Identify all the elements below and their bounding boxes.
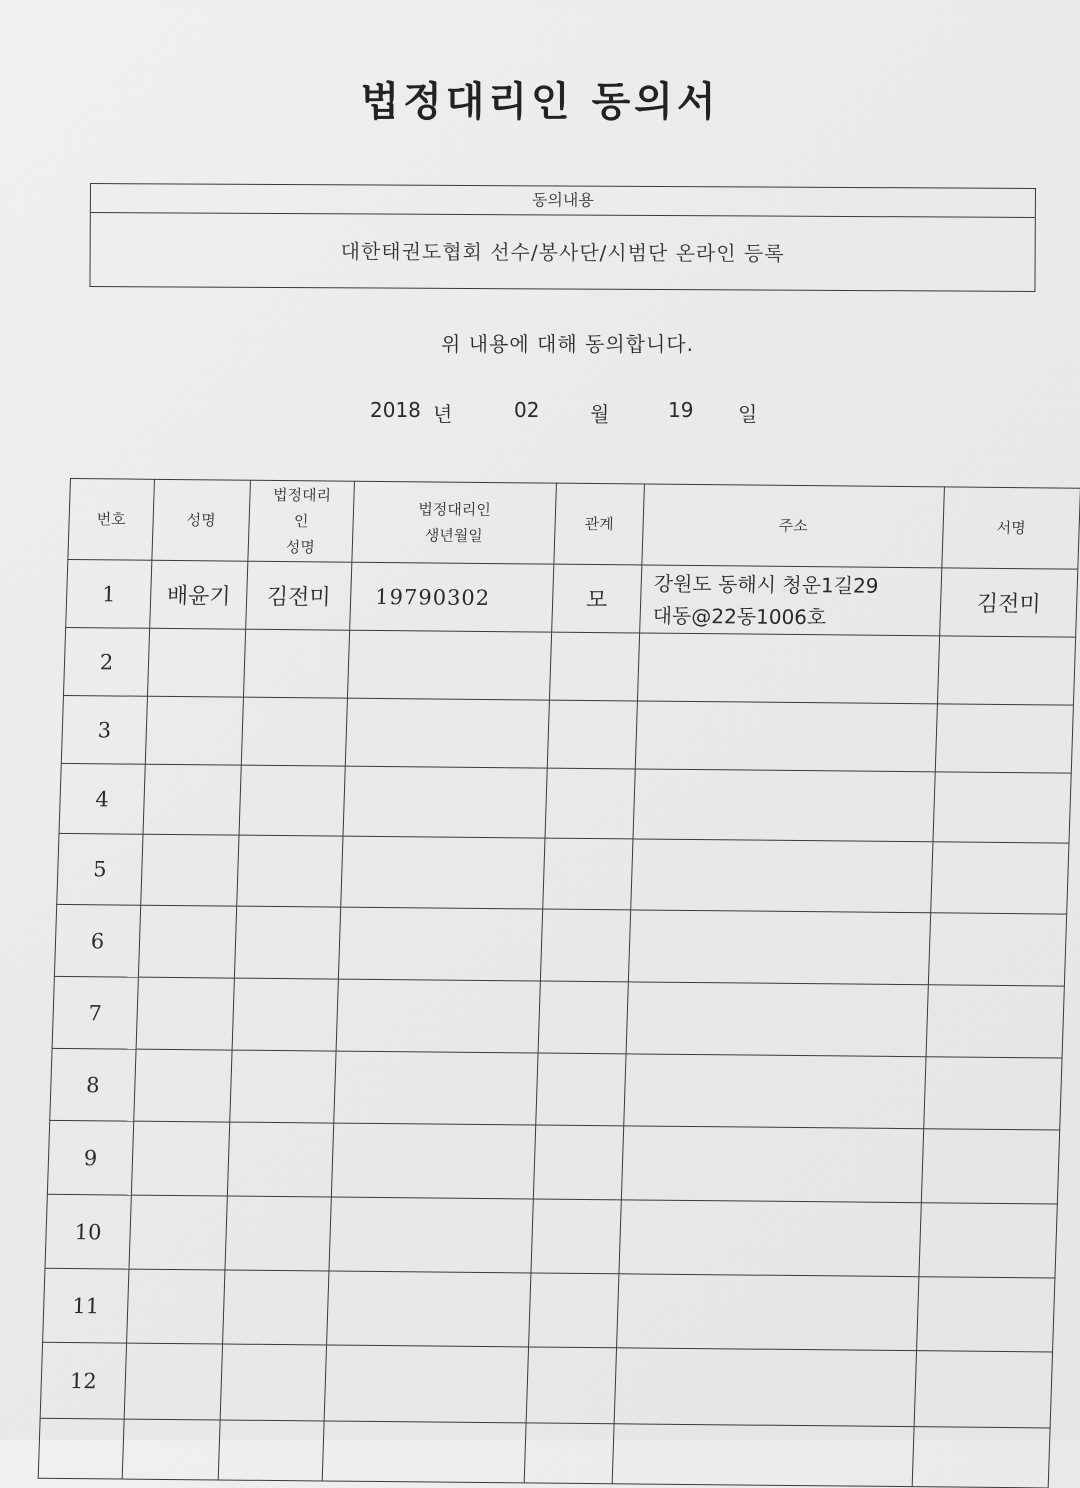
agree-statement: 위 내용에 대해 동의합니다. [441,332,694,356]
row-relation [543,838,633,910]
row-name [147,628,245,697]
row-guardian-birth [345,698,549,768]
header-address: 주소 [642,484,945,568]
table-row [57,833,1069,914]
row-guardian-name [232,978,338,1051]
row-address [612,1424,914,1487]
row-name [143,764,241,835]
row-name [138,905,236,978]
row-name [131,1121,229,1196]
row-name [134,1049,232,1122]
row-number: 12 [40,1342,126,1419]
table-row [52,976,1064,1058]
row-name [136,977,234,1050]
row-name [124,1343,222,1420]
row-signature [912,1427,1050,1488]
row-relation [549,632,639,701]
header-relation: 관계 [554,483,645,565]
row-signature [924,1057,1062,1130]
row-guardian-name [241,697,347,766]
row-address [637,633,939,704]
row-address [633,769,935,842]
row-signature [931,842,1069,914]
row-guardian-birth [338,907,542,981]
row-name [129,1195,227,1270]
row-signature [937,636,1075,705]
table-row [47,1120,1059,1204]
row-guardian-name [220,1344,326,1421]
row-guardian-name [225,1196,331,1271]
row-guardian-name [230,1050,336,1123]
row-name [141,834,239,906]
header-guardian-name-line3: 성명 [285,538,316,557]
document-title: 법정대리인 동의서 [360,79,720,125]
row-guardian-birth: 19790302 [350,562,554,632]
consent-header: 동의내용 [91,184,1035,218]
roster-table [38,478,1080,1488]
row-relation [545,768,635,839]
row-guardian-birth [322,1421,526,1483]
row-number: 10 [45,1194,131,1269]
header-guardian-birth [352,481,557,564]
row-relation [529,1273,619,1348]
header-guardian-name-line2: 인 [293,512,309,531]
table-row [61,695,1073,773]
date-year: 2018 [370,398,421,422]
header-name: 성명 [152,479,251,561]
row-number: 7 [52,976,138,1049]
row-guardian-birth [347,630,551,700]
row-guardian-birth [331,1123,535,1199]
consent-box [89,183,1036,292]
row-address [635,701,937,772]
row-relation [540,909,630,982]
row-address [617,1274,919,1351]
date-month-unit: 월 [590,402,610,426]
row-guardian-name [243,629,349,698]
row-address [614,1348,916,1427]
table-header-row [68,479,1080,570]
row-signature [919,1203,1057,1278]
row-address-line2: 대동@22동1006호 [652,603,827,629]
row-relation [531,1199,621,1274]
row-signature: 김전미 [940,568,1078,637]
row-relation [547,700,637,769]
row-address [624,1054,926,1129]
row-signature [914,1351,1052,1428]
row-number: 9 [47,1120,133,1195]
row-number: 8 [50,1048,136,1121]
row-address [621,1126,923,1203]
row-guardian-name [239,765,345,836]
row-number [38,1418,124,1479]
table-row [43,1268,1055,1352]
table-row [63,627,1075,705]
date-month: 02 [514,398,540,422]
row-address [626,982,928,1057]
row-guardian-name [227,1122,333,1197]
row-relation [533,1125,623,1200]
table-row [54,904,1066,986]
row-name [127,1269,225,1344]
row-guardian-birth [334,1051,538,1125]
row-relation: 모 [552,564,642,633]
table-row [45,1194,1057,1278]
row-number: 3 [61,695,147,764]
row-signature [928,913,1066,986]
row-relation [524,1423,614,1484]
table-row [66,559,1078,637]
row-guardian-birth [336,979,540,1053]
header-guardian-name [248,480,355,562]
row-number: 4 [59,763,145,834]
table-row [40,1342,1052,1428]
row-guardian-name [234,906,340,979]
table-row [38,1418,1050,1488]
row-guardian-name [237,835,343,907]
row-number: 11 [43,1268,129,1343]
date-line [0,398,1080,428]
row-relation [538,981,628,1054]
header-signature: 서명 [942,487,1080,569]
date-day: 19 [668,398,694,422]
row-guardian-birth [341,836,545,909]
row-relation [526,1347,616,1424]
row-number: 1 [66,559,152,628]
row-address-line1: 강원도 동해시 청운1길29 [653,571,879,598]
row-name [145,696,243,765]
header-guardian-name-line1: 법정대리 [272,485,332,505]
row-guardian-name: 김전미 [246,561,352,630]
row-signature [921,1129,1059,1204]
row-guardian-birth [327,1271,531,1347]
row-guardian-birth [324,1345,528,1423]
table-row [50,1048,1062,1130]
row-address [640,565,942,636]
row-number: 2 [63,627,149,696]
row-address [628,910,930,985]
row-signature [933,772,1071,843]
table-row [59,763,1071,843]
row-guardian-birth [329,1197,533,1273]
row-guardian-birth [343,766,547,838]
roster-table-wrap [38,478,1080,1467]
roster-body [38,559,1078,1487]
header-number: 번호 [68,479,155,561]
row-signature [926,985,1064,1058]
date-year-unit: 년 [433,402,453,426]
row-number: 5 [57,833,143,905]
row-name: 배윤기 [150,560,248,629]
header-guardian-birth-line1: 법정대리인 [418,500,492,520]
row-address [631,839,933,913]
row-guardian-name [218,1420,324,1481]
row-number: 6 [54,904,140,977]
row-name [122,1419,220,1480]
consent-body: 대한태권도협회 선수/봉사단/시범단 온라인 등록 [340,239,785,266]
header-guardian-birth-line2: 생년월일 [424,526,484,545]
date-day-unit: 일 [738,402,758,426]
row-signature [935,704,1073,773]
row-relation [536,1053,626,1126]
row-guardian-name [223,1270,329,1345]
row-signature [917,1277,1055,1352]
row-address [619,1200,921,1277]
